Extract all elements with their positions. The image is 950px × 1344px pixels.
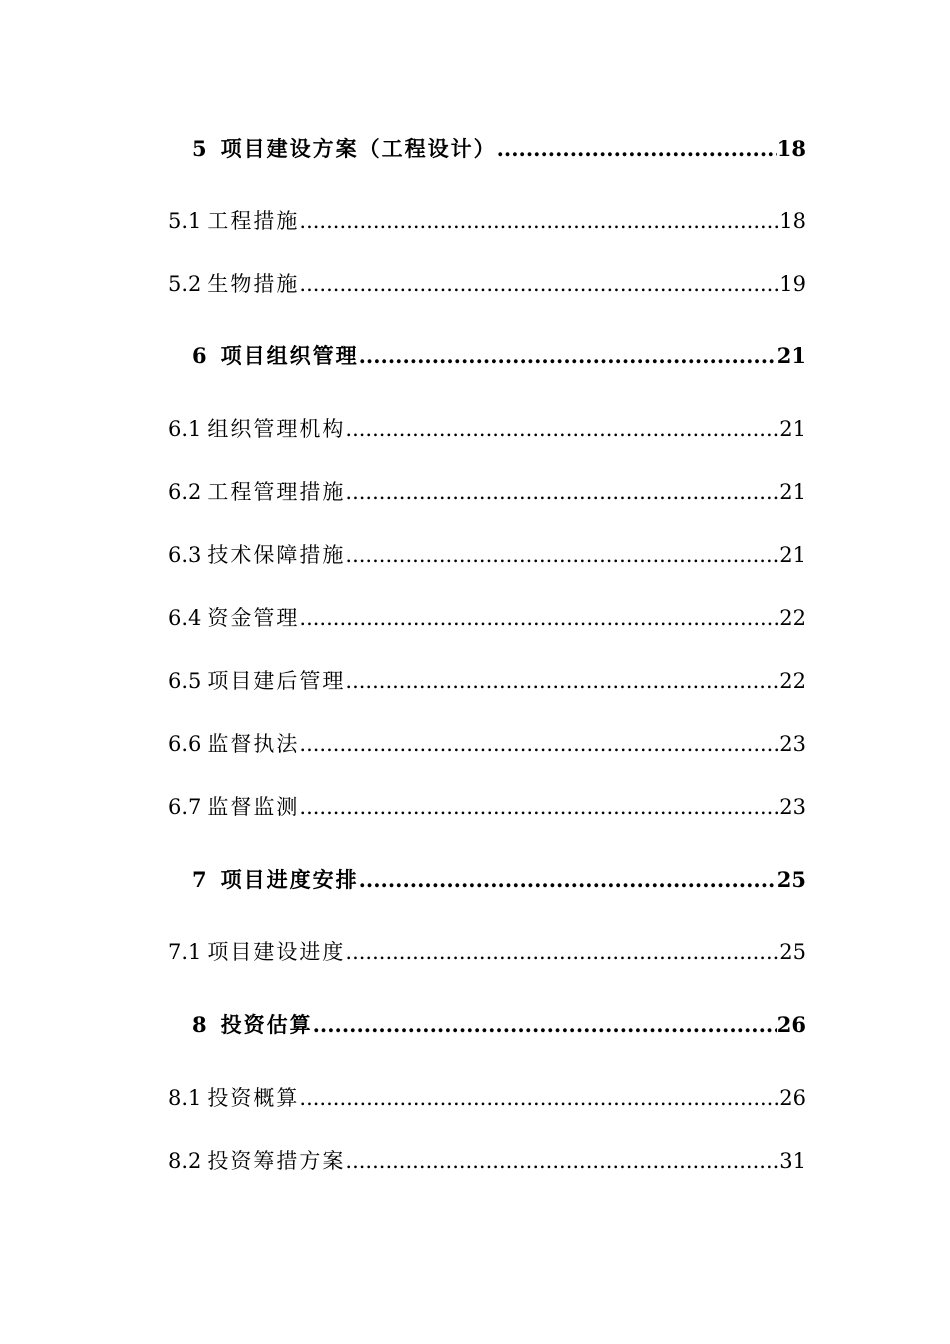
- toc-entry-6-1[interactable]: [168, 414, 806, 444]
- toc-leader-dots: [299, 1083, 779, 1113]
- toc-title: 工程措施: [207, 209, 300, 233]
- toc-entry-6-7[interactable]: [168, 792, 806, 822]
- toc-number: 6.3: [168, 543, 202, 567]
- toc-page-number: 23: [779, 795, 806, 819]
- toc-title: 投资筹措方案: [207, 1149, 346, 1173]
- toc-number: 6.6: [168, 732, 202, 756]
- toc-page-number: 18: [779, 209, 806, 233]
- toc-page-number: 31: [779, 1149, 806, 1173]
- toc-title: 技术保障措施: [207, 543, 346, 567]
- toc-entry-8-1[interactable]: [168, 1083, 806, 1113]
- toc-leader-dots: [299, 269, 779, 299]
- toc-number: 5: [192, 136, 207, 161]
- toc-leader-dots: [299, 729, 779, 759]
- toc-number: 7: [192, 867, 207, 892]
- toc-title: 项目建设方案（工程设计）: [220, 136, 497, 161]
- toc-title: 监督执法: [207, 732, 300, 756]
- toc-page-number: 22: [779, 606, 806, 630]
- toc-entry-6-3[interactable]: [168, 540, 806, 570]
- toc-number: 6.2: [168, 480, 202, 504]
- toc-leader-dots: [345, 477, 779, 507]
- toc-entry-8-2[interactable]: [168, 1146, 806, 1176]
- toc-entry-7[interactable]: [192, 865, 806, 895]
- toc-title: 项目建后管理: [207, 669, 346, 693]
- toc-leader-dots: [345, 666, 779, 696]
- toc-title: 项目组织管理: [220, 343, 359, 368]
- toc-entry-6[interactable]: [192, 341, 806, 371]
- toc-number: 8: [192, 1012, 207, 1037]
- toc-number: 7.1: [168, 940, 202, 964]
- toc-title: 资金管理: [207, 606, 300, 630]
- toc-page-number: 23: [779, 732, 806, 756]
- toc-leader-dots: [345, 540, 779, 570]
- toc-leader-dots: [497, 134, 777, 164]
- toc-number: 6.4: [168, 606, 202, 630]
- toc-leader-dots: [345, 1146, 779, 1176]
- toc-number: 5.1: [168, 209, 202, 233]
- toc-leader-dots: [345, 937, 779, 967]
- toc-title: 项目进度安排: [220, 867, 359, 892]
- toc-page-number: 26: [779, 1086, 806, 1110]
- toc-leader-dots: [313, 1010, 777, 1040]
- toc-title: 投资概算: [207, 1086, 300, 1110]
- toc-number: 6.5: [168, 669, 202, 693]
- toc-number: 6.1: [168, 417, 202, 441]
- toc-title: 工程管理措施: [207, 480, 346, 504]
- toc-entry-6-5[interactable]: [168, 666, 806, 696]
- toc-entry-6-6[interactable]: [168, 729, 806, 759]
- toc-number: 8.1: [168, 1086, 202, 1110]
- toc-title: 生物措施: [207, 272, 300, 296]
- toc-page-number: 26: [776, 1012, 806, 1037]
- toc-page-number: 18: [776, 136, 806, 161]
- toc-leader-dots: [359, 865, 777, 895]
- toc-number: 6.7: [168, 795, 202, 819]
- toc-entry-5[interactable]: [192, 134, 806, 164]
- toc-entry-6-2[interactable]: [168, 477, 806, 507]
- toc-title: 组织管理机构: [207, 417, 346, 441]
- toc-title: 监督监测: [207, 795, 300, 819]
- toc-title: 项目建设进度: [207, 940, 346, 964]
- toc-number: 6: [192, 343, 207, 368]
- toc-page-number: 21: [776, 343, 806, 368]
- toc-title: 投资估算: [220, 1012, 313, 1037]
- toc-entry-5-1[interactable]: [168, 206, 806, 236]
- toc-entry-5-2[interactable]: [168, 269, 806, 299]
- toc-number: 5.2: [168, 272, 202, 296]
- toc-entry-8[interactable]: [192, 1010, 806, 1040]
- toc-leader-dots: [299, 206, 779, 236]
- toc-page-number: 21: [779, 480, 806, 504]
- toc-entry-6-4[interactable]: [168, 603, 806, 633]
- toc-entry-7-1[interactable]: [168, 937, 806, 967]
- toc-leader-dots: [359, 341, 777, 371]
- toc-number: 8.2: [168, 1149, 202, 1173]
- toc-leader-dots: [345, 414, 779, 444]
- toc-leader-dots: [299, 792, 779, 822]
- toc-page-number: 21: [779, 543, 806, 567]
- toc-page-number: 21: [779, 417, 806, 441]
- toc-page-number: 19: [779, 272, 806, 296]
- toc-page-number: 22: [779, 669, 806, 693]
- toc-leader-dots: [299, 603, 779, 633]
- toc-page-number: 25: [776, 867, 806, 892]
- toc-page-number: 25: [779, 940, 806, 964]
